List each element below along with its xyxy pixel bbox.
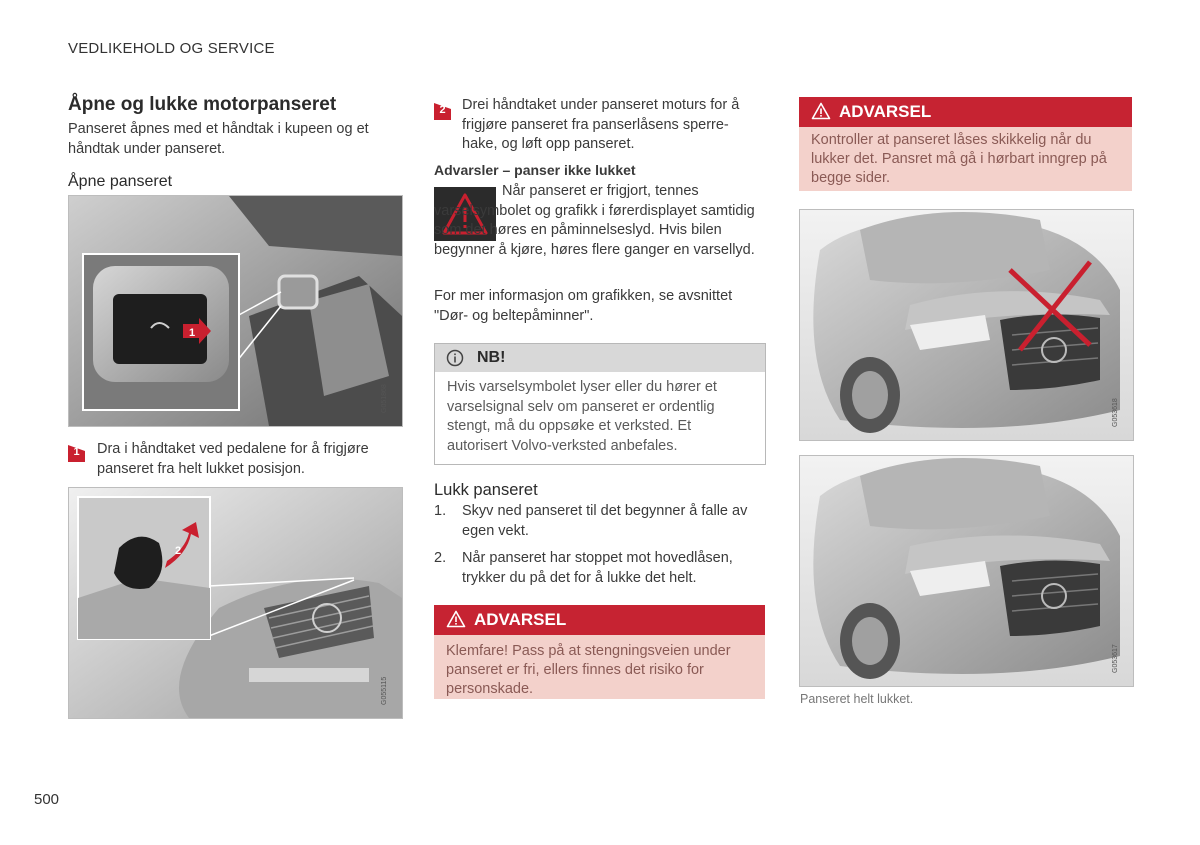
step-badge-icon [68,445,85,462]
warning-triangle-icon [446,610,466,628]
list-text: Skyv ned panseret til det begynner å falle av egen vekt. [462,503,748,539]
nb-text: Hvis varselsymbolet lyser eller du hører et varselsignal selv om panseret er ordentlig stengt, må du oppsøke et verksted. Et autorisert Volvo-verksted anbefales. [447,379,717,454]
figure-caption: Panseret helt lukket. [800,692,914,706]
list-item [434,502,764,541]
figure-code: G051868 [381,384,388,413]
step-2-text: Drei håndtaket under panseret moturs for å frigjøre panseret fra panserlåsens sperre-hake, og løft opp panseret. [462,97,740,152]
figure-code: G055115 [381,676,388,705]
intro-text: Panseret åpnes med et håndtak i kupeen og et håndtak under panseret. [68,121,369,157]
figure-hood-closed [799,455,1134,687]
list-text: Når panseret har stoppet mot hovedlåsen, trykker du på det for å lukke det helt. [462,550,733,586]
warning-subtext: Når panseret er frigjort, tennes varselsymbolet og grafikk i førerdisplayet samtidig som det høres en påminnelseslyd. Hvis bilen begynner å kjøre, høres flere ganger en varsellyd. [434,183,755,258]
page-number: 500 [34,791,60,808]
warning-subheading: Advarsler – panser ikke lukket [434,162,636,178]
warning-triangle-icon [811,102,831,120]
info-circle-icon [446,349,464,367]
page-title: Åpne og lukke motorpanseret [68,94,337,115]
list-item [434,549,764,588]
warning-box-lock [799,97,1132,191]
close-hood-heading: Lukk panseret [434,481,538,499]
step-number: 2 [439,104,446,116]
warning-header [799,97,1132,127]
more-info-text: For mer informasjon om grafikken, se avsnittet "Dør- og beltepåminner". [434,288,733,324]
list-number: 2. [434,550,447,566]
figure-hood-handle-under [68,487,403,719]
warning-text: Kontroller at panseret låses skikkelig når du lukker det. Pansret må gå i hørbart inngrep på begge sider. [811,132,1107,186]
list-number: 1. [434,503,447,519]
step-badge-icon [434,103,451,120]
step-number: 1 [73,446,80,458]
warning-box-pinch [434,605,765,699]
nb-label: NB! [477,349,506,366]
warning-header [434,605,765,635]
figure-hood-release-handle [68,195,403,427]
open-hood-heading: Åpne panseret [68,173,173,190]
figure-code: G053617 [1112,644,1119,673]
svg-text:2: 2 [175,545,182,557]
warning-label: ADVARSEL [474,610,567,629]
figure-hood-not-closed [799,209,1134,441]
svg-text:1: 1 [189,327,196,339]
nb-box [434,343,766,465]
close-steps-list [434,502,764,596]
warning-label: ADVARSEL [839,102,932,121]
figure-code: G053618 [1112,398,1119,427]
nb-header [435,344,765,372]
step-1-text: Dra i håndtaket ved pedalene for å frigjøre panseret fra helt lukket posisjon. [97,441,369,477]
warning-text: Klemfare! Pass på at stengningsveien under panseret er fri, ellers finnes det risiko for personskade. [446,643,731,697]
section-header: VEDLIKEHOLD OG SERVICE [68,40,275,57]
